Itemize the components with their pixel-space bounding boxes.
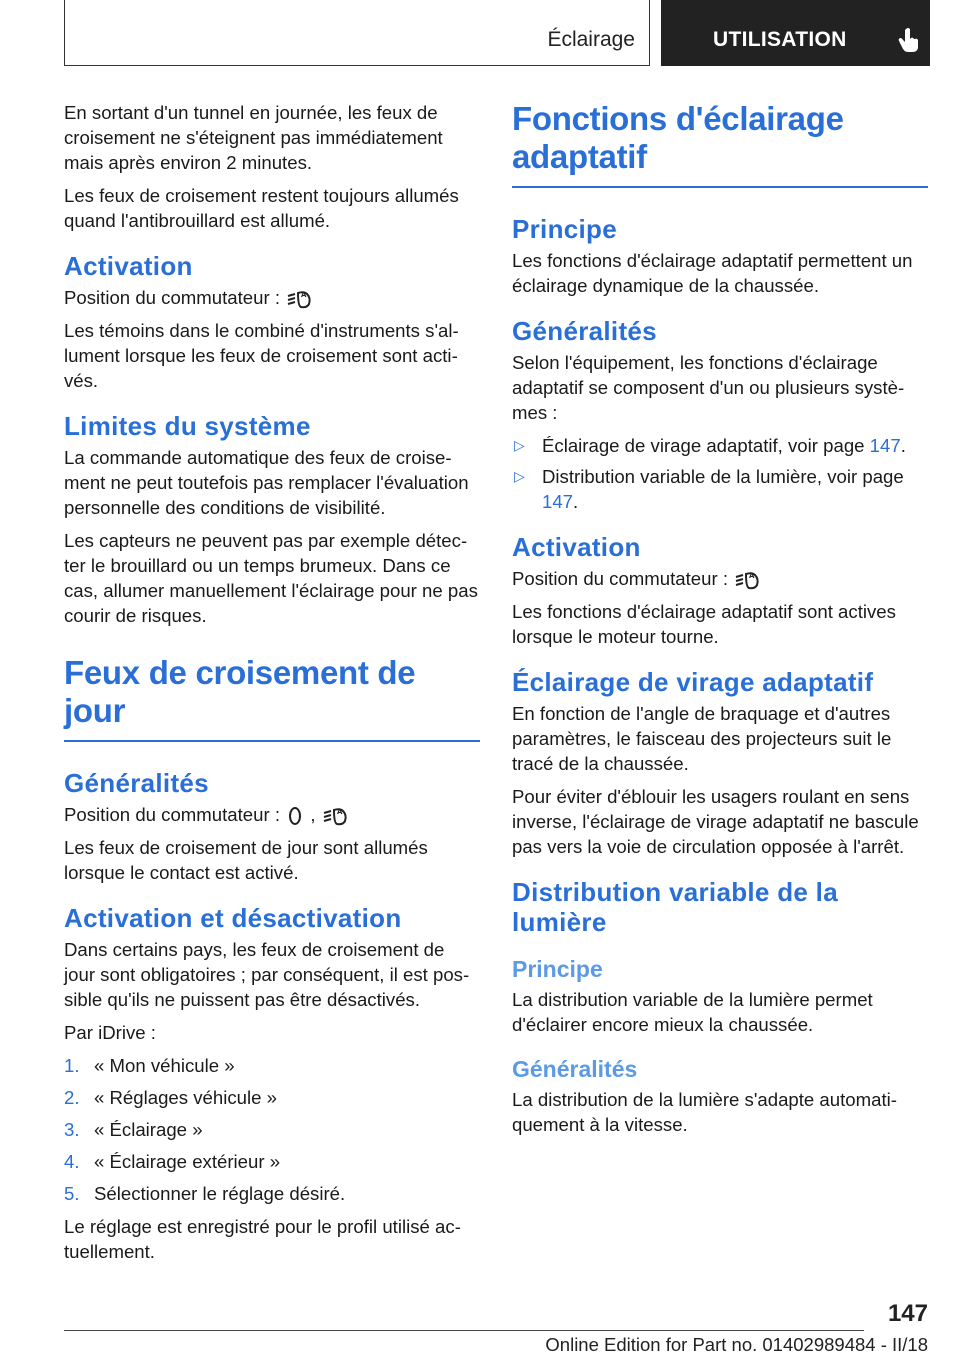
triangle-bullet-icon: ▷ (514, 437, 525, 453)
daytime-general-heading: Généralités (64, 768, 209, 799)
section-title: Éclairage (547, 28, 635, 51)
light-distribution-heading: Distribution variable de la lumière (512, 877, 838, 938)
auto-headlight-icon (735, 569, 761, 591)
cornering-light-heading: Éclairage de virage adaptatif (512, 667, 874, 698)
list-item: 1. « Mon véhicule » (64, 1055, 235, 1077)
list-item: ▷ Éclairage de virage adaptatif, voir page 147. (514, 435, 906, 456)
list-item: 2. « Réglages véhicule » (64, 1087, 277, 1109)
hand-pointer-icon (898, 27, 920, 53)
list-item: ▷ Distribution variable de la lumière, voir page 147. (514, 466, 904, 512)
edition-note: Online Edition for Part no. 01402989484 - II/18 (545, 1334, 928, 1355)
triangle-bullet-icon: ▷ (514, 468, 525, 484)
activation-description: Les témoins dans le combiné d'instruments s'allument lorsque les feux de croisement sont activés. (64, 320, 459, 392)
cornering-paragraph-2: Pour éviter d'éblouir les usagers roulant en sens inverse, l'éclairage de virage adaptatif ne bascule pas vers la voie de circulation opposée à l'arrêt. (512, 786, 919, 858)
intro-paragraph-2: Les feux de croisement restent toujours allumés quand l'antibrouillard est allumé. (64, 185, 459, 231)
daytime-activation-paragraph-1: Dans certains pays, les feux de croisement de jour sont obligatoires ; par conséquent, il est possible qu'ils ne puissent pas être désactivés. (64, 939, 470, 1011)
idrive-steps-list (64, 1053, 480, 1206)
footer-divider (64, 1330, 864, 1331)
chapter-title: UTILISATION (713, 28, 847, 51)
distribution-general-heading: Généralités (512, 1056, 638, 1083)
daytime-lights-heading: Feux de croisement de jour (64, 654, 480, 742)
daytime-general-description: Les feux de croisement de jour sont allumés lorsque le contact est activé. (64, 837, 428, 884)
adaptive-principle-heading: Principe (512, 214, 617, 244)
svg-text:A: A (749, 572, 755, 581)
switch-off-icon (287, 805, 303, 827)
daytime-switch-position: Position du commutateur : , A (64, 802, 480, 827)
section-tab (64, 0, 650, 66)
cornering-paragraph-1: En fonction de l'angle de braquage et d'autres paramètres, le faisceau des projecteurs suit le tracé de la chaussée. (512, 703, 892, 775)
list-item: 3. « Éclairage » (64, 1119, 203, 1141)
page-number: 147 (887, 1300, 928, 1327)
list-item: 4. « Éclairage extérieur » (64, 1151, 281, 1173)
adaptive-activation-description: Les fonctions d'éclairage adaptatif sont actives lorsque le moteur tourne. (512, 601, 896, 648)
distribution-principle-heading: Principe (512, 956, 603, 983)
page-link[interactable]: 147 (542, 491, 574, 512)
limits-heading: Limites du système (64, 411, 311, 442)
adaptive-lighting-heading: Fonctions d'éclairage adaptatif (512, 100, 928, 188)
adaptive-systems-list (512, 433, 928, 514)
adaptive-principle-paragraph: Les fonctions d'éclairage adaptatif permettent un éclairage dynamique de la chaussée. (512, 250, 913, 296)
activation-heading: Activation (64, 251, 193, 281)
distribution-principle-paragraph: La distribution variable de la lumière permet d'éclairer encore mieux la chaussée. (512, 989, 873, 1036)
chapter-tab (661, 0, 930, 66)
list-item: 5. Sélectionner le réglage désiré. (64, 1183, 346, 1205)
auto-headlight-icon (287, 288, 313, 310)
adaptive-switch-position: Position du commutateur : A (512, 566, 928, 591)
page-link[interactable]: 147 (869, 435, 901, 456)
auto-headlight-icon (323, 805, 349, 827)
right-column (512, 100, 928, 1145)
activation-switch-position: Position du commutateur : A (64, 285, 480, 310)
page-header (64, 0, 930, 66)
svg-text:A: A (336, 808, 343, 817)
adaptive-general-heading: Généralités (512, 316, 657, 346)
limits-paragraph-2: Les capteurs ne peuvent pas par exemple détecter le brouillard ou un temps brumeux. Dans ce cas, allumer manuellement l'éclairage pour ne pas courir de risques. (64, 530, 478, 627)
daytime-activation-paragraph-2: Par iDrive : (64, 1022, 156, 1044)
daytime-activation-heading: Activation et désactivation (64, 903, 402, 934)
intro-paragraph-1: En sortant d'un tunnel en journée, les feux de croisement ne s'éteignent pas immédiatement mais après environ 2 minutes. (64, 102, 443, 173)
adaptive-general-paragraph: Selon l'équipement, les fonctions d'éclairage adaptatif se composent d'un ou plusieurs systèmes : (512, 352, 905, 423)
left-column (64, 100, 480, 1272)
distribution-general-paragraph: La distribution de la lumière s'adapte automatiquement à la vitesse. (512, 1089, 897, 1136)
svg-text:A: A (301, 291, 307, 300)
limits-paragraph-1: La commande automatique des feux de croisement ne peut toutefois pas remplacer l'évaluation personnelle des conditions de visibilité. (64, 447, 469, 519)
daytime-activation-paragraph-3: Le réglage est enregistré pour le profil utilisé actuellement. (64, 1216, 461, 1263)
adaptive-activation-heading: Activation (512, 532, 641, 562)
